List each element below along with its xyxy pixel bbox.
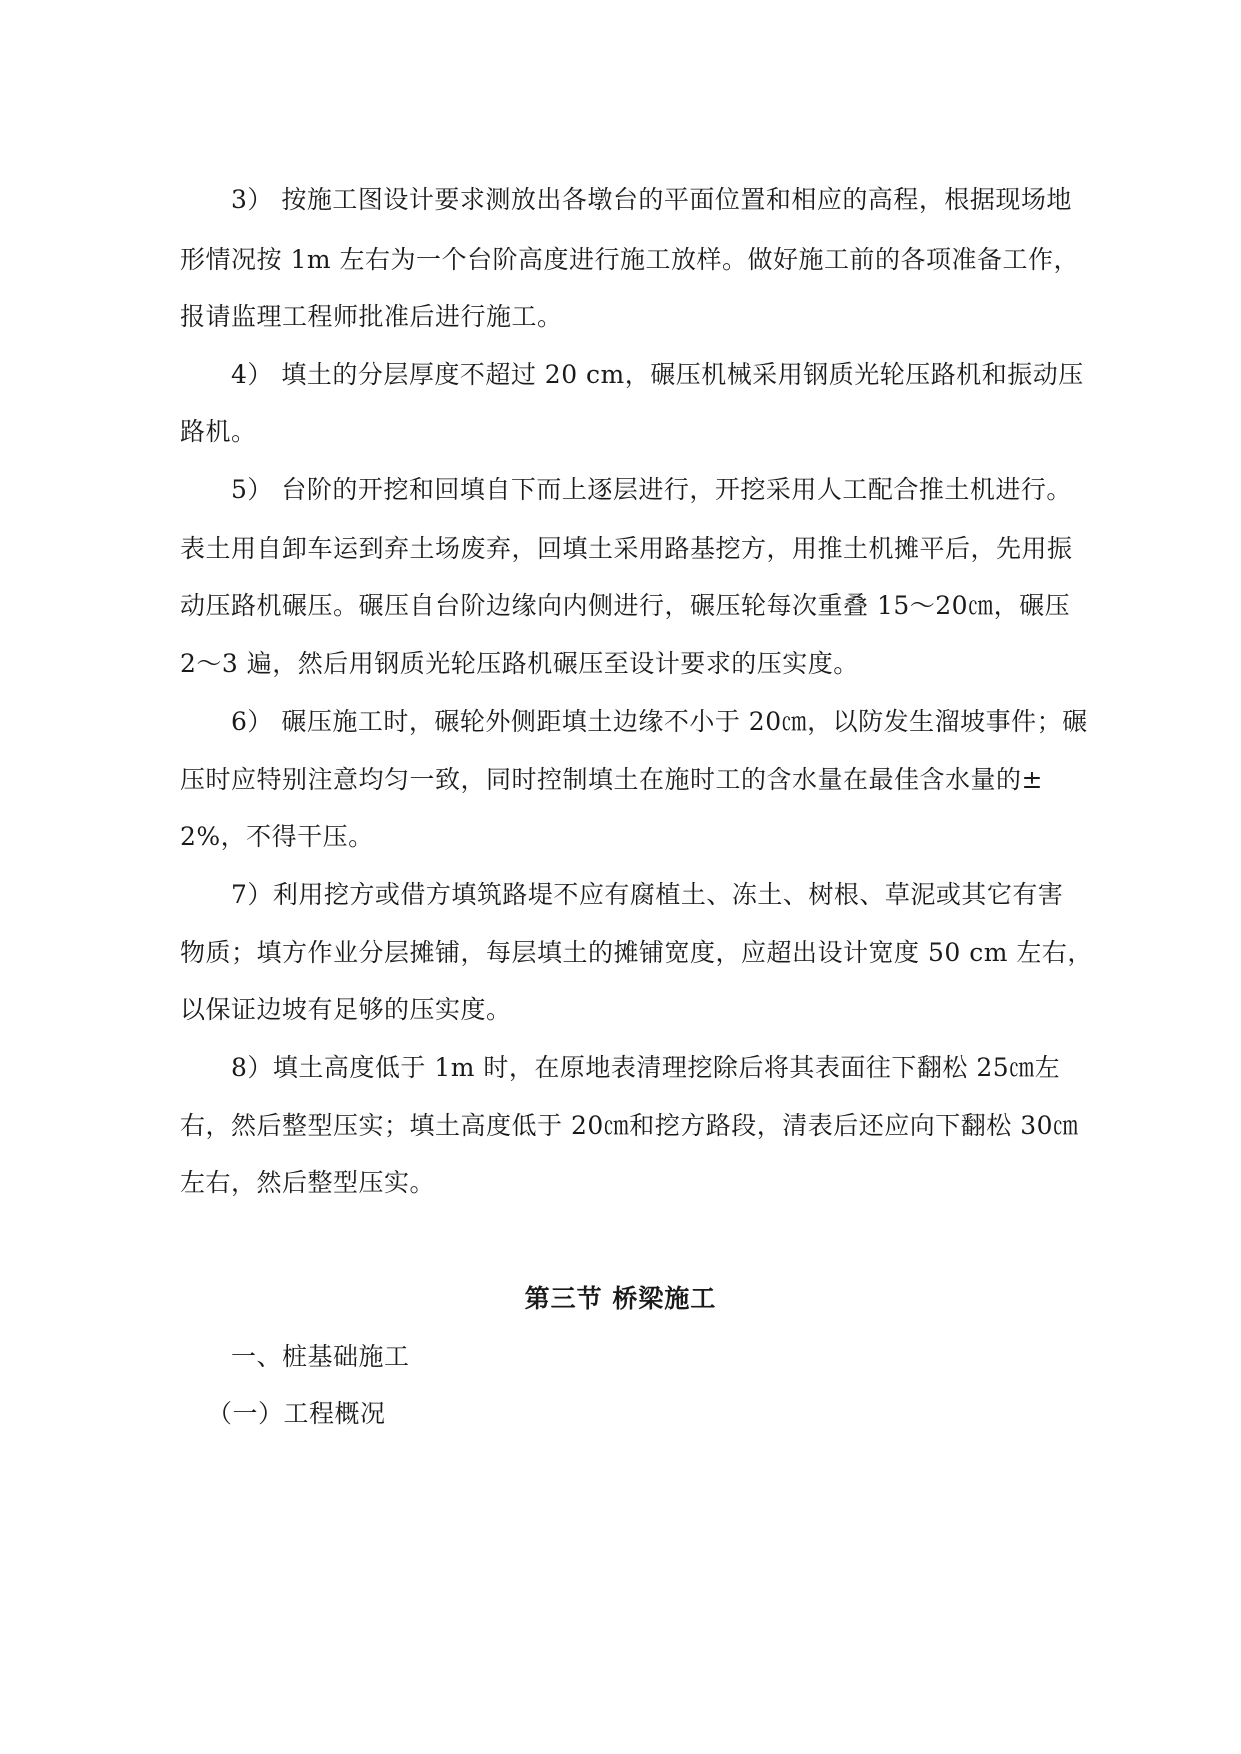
paragraph-4-line-1: 4） 填土的分层厚度不超过 20 cm，碾压机械采用钢质光轮压路机和振动压: [231, 360, 1084, 389]
paragraph-5-line-4: 2～3 遍，然后用钢质光轮压路机碾压至设计要求的压实度。: [180, 649, 859, 678]
section-title: 第三节 桥梁施工: [524, 1284, 717, 1313]
paragraph-3-line-1: 3） 按施工图设计要求测放出各墩台的平面位置和相应的高程，根据现场地: [231, 185, 1072, 214]
paragraph-5-line-2: 表土用自卸车运到弃土场废弃，回填土采用路基挖方，用推土机摊平后，先用振: [180, 534, 1073, 563]
paragraph-8-line-2: 右，然后整型压实；填土高度低于 20㎝和挖方路段，清表后还应向下翻松 30㎝: [180, 1111, 1079, 1140]
paragraph-6-line-2: 压时应特别注意均匀一致，同时控制填土在施时工的含水量在最佳含水量的±: [180, 765, 1043, 794]
paragraph-6-line-1: 6） 碾压施工时，碾轮外侧距填土边缘不小于 20㎝，以防发生溜坡事件；碾: [231, 707, 1088, 736]
paragraph-4-line-2: 路机。: [180, 417, 257, 446]
paragraph-3-line-3: 报请监理工程师批准后进行施工。: [180, 302, 563, 331]
paragraph-8-line-1: 8）填土高度低于 1m 时，在原地表清理挖除后将其表面往下翻松 25㎝左: [231, 1053, 1061, 1082]
paragraph-7-line-2: 物质；填方作业分层摊铺，每层填土的摊铺宽度，应超出设计宽度 50 cm 左右，: [180, 938, 1093, 967]
paragraph-6-line-3: 2%，不得干压。: [180, 822, 374, 851]
heading-project-overview: （一）工程概况: [207, 1399, 386, 1428]
heading-pile-foundation: 一、桩基础施工: [231, 1342, 410, 1371]
paragraph-7-line-1: 7）利用挖方或借方填筑路堤不应有腐植土、冻土、树根、草泥或其它有害: [231, 880, 1064, 909]
paragraph-3-line-2: 形情况按 1m 左右为一个台阶高度进行施工放样。做好施工前的各项准备工作，: [180, 245, 1080, 274]
paragraph-5-line-3: 动压路机碾压。碾压自台阶边缘向内侧进行，碾压轮每次重叠 15～20㎝，碾压: [180, 591, 1071, 620]
paragraph-5-line-1: 5） 台阶的开挖和回填自下而上逐层进行，开挖采用人工配合推土机进行。: [231, 475, 1072, 504]
paragraph-8-line-3: 左右，然后整型压实。: [180, 1168, 436, 1197]
paragraph-7-line-3: 以保证边坡有足够的压实度。: [180, 995, 512, 1024]
